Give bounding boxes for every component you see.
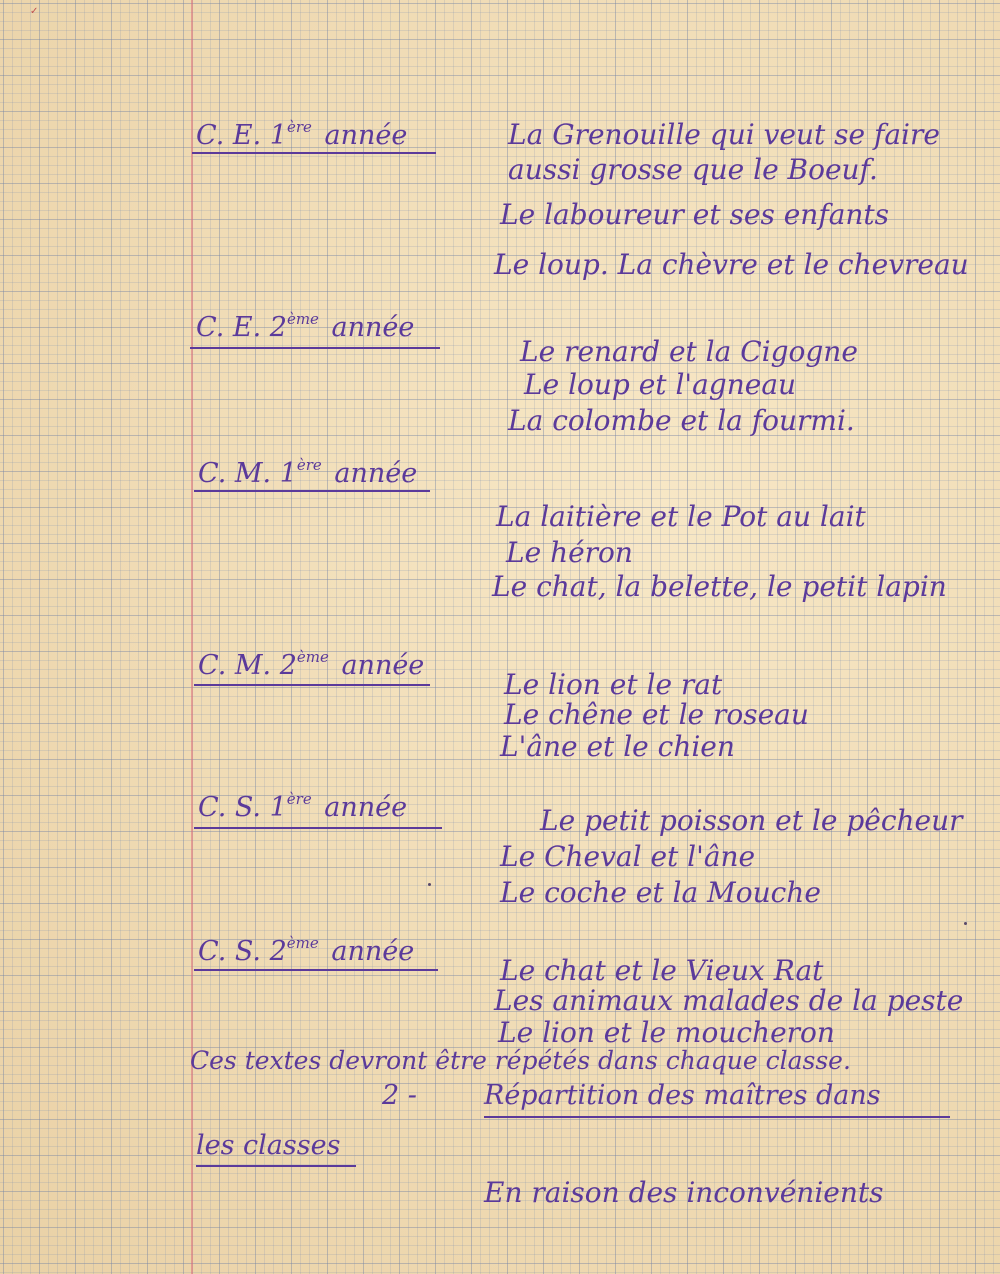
heading-cs-2 [198,934,414,967]
heading-ordinal-sup: ère [286,790,312,808]
heading-ordinal: 2 [279,650,297,681]
ink-dot [428,883,431,886]
heading-year: année [324,792,408,823]
fable-line: Le loup et l'agneau [524,368,797,401]
section2-underline [484,1116,950,1118]
heading-year: année [324,120,408,151]
heading-level: C. S. [198,792,261,823]
section2-underline [196,1165,356,1167]
heading-ordinal-sup: ère [296,456,322,474]
fable-line: Le loup. La chèvre et le chevreau [494,248,969,281]
heading-underline [192,152,436,154]
heading-ce-1 [196,118,407,151]
fable-line: Le petit poisson et le pêcheur [540,804,963,837]
ink-dot [964,922,967,925]
fable-line: Le lion et le rat [504,668,723,701]
paragraph-start: En raison des inconvénients [484,1176,884,1209]
section2-title-part2: les classes [196,1130,341,1161]
heading-ordinal: 2 [269,936,287,967]
heading-ordinal-sup: ère [286,118,312,136]
heading-ordinal-sup: ème [286,310,319,328]
heading-underline [190,347,440,349]
fable-line: Le coche et la Mouche [500,876,821,909]
heading-underline [194,827,442,829]
fable-line: La laitière et le Pot au lait [496,500,866,533]
fable-line: Le chêne et le roseau [504,698,809,731]
heading-underline [194,684,430,686]
fable-line: aussi grosse que le Boeuf. [508,153,878,186]
fable-line: Le lion et le moucheron [498,1016,835,1049]
heading-ordinal-sup: ème [286,934,319,952]
heading-cs-1 [198,790,407,823]
heading-level: C. M. [198,458,272,489]
fable-line: Le laboureur et ses enfants [500,198,890,231]
heading-ordinal-sup: ème [296,648,329,666]
heading-level: C. E. [196,312,262,343]
heading-year: année [331,312,415,343]
heading-underline [194,969,438,971]
heading-level: C. M. [198,650,272,681]
heading-level: C. E. [196,120,262,151]
fable-line: La Grenouille qui veut se faire [508,118,940,151]
fable-line: Le héron [506,536,633,569]
section2-title-part1: Répartition des maîtres dans [484,1080,881,1111]
heading-underline [194,490,430,492]
fable-line: Le chat et le Vieux Rat [500,954,824,987]
margin-line [191,0,193,1274]
fable-line: Le chat, la belette, le petit lapin [492,570,947,603]
heading-cm-1 [198,456,417,489]
heading-year: année [334,458,418,489]
heading-ordinal: 1 [269,792,287,823]
heading-ordinal: 1 [269,120,287,151]
fable-line: Les animaux malades de la peste [494,984,964,1017]
fable-line: Le renard et la Cigogne [520,335,858,368]
heading-ordinal: 2 [269,312,287,343]
note-text: Ces textes devront être répétés dans chaque classe. [190,1046,851,1075]
heading-ce-2 [196,310,414,343]
fable-line: L'âne et le chien [500,730,735,763]
heading-year: année [331,936,415,967]
corner-mark: ✓ [30,6,39,17]
section2-number: 2 - [382,1080,417,1111]
heading-year: année [341,650,425,681]
heading-level: C. S. [198,936,261,967]
heading-cm-2 [198,648,424,681]
fable-line: Le Cheval et l'âne [500,840,756,873]
heading-ordinal: 1 [279,458,297,489]
fable-line: La colombe et la fourmi. [508,404,855,437]
